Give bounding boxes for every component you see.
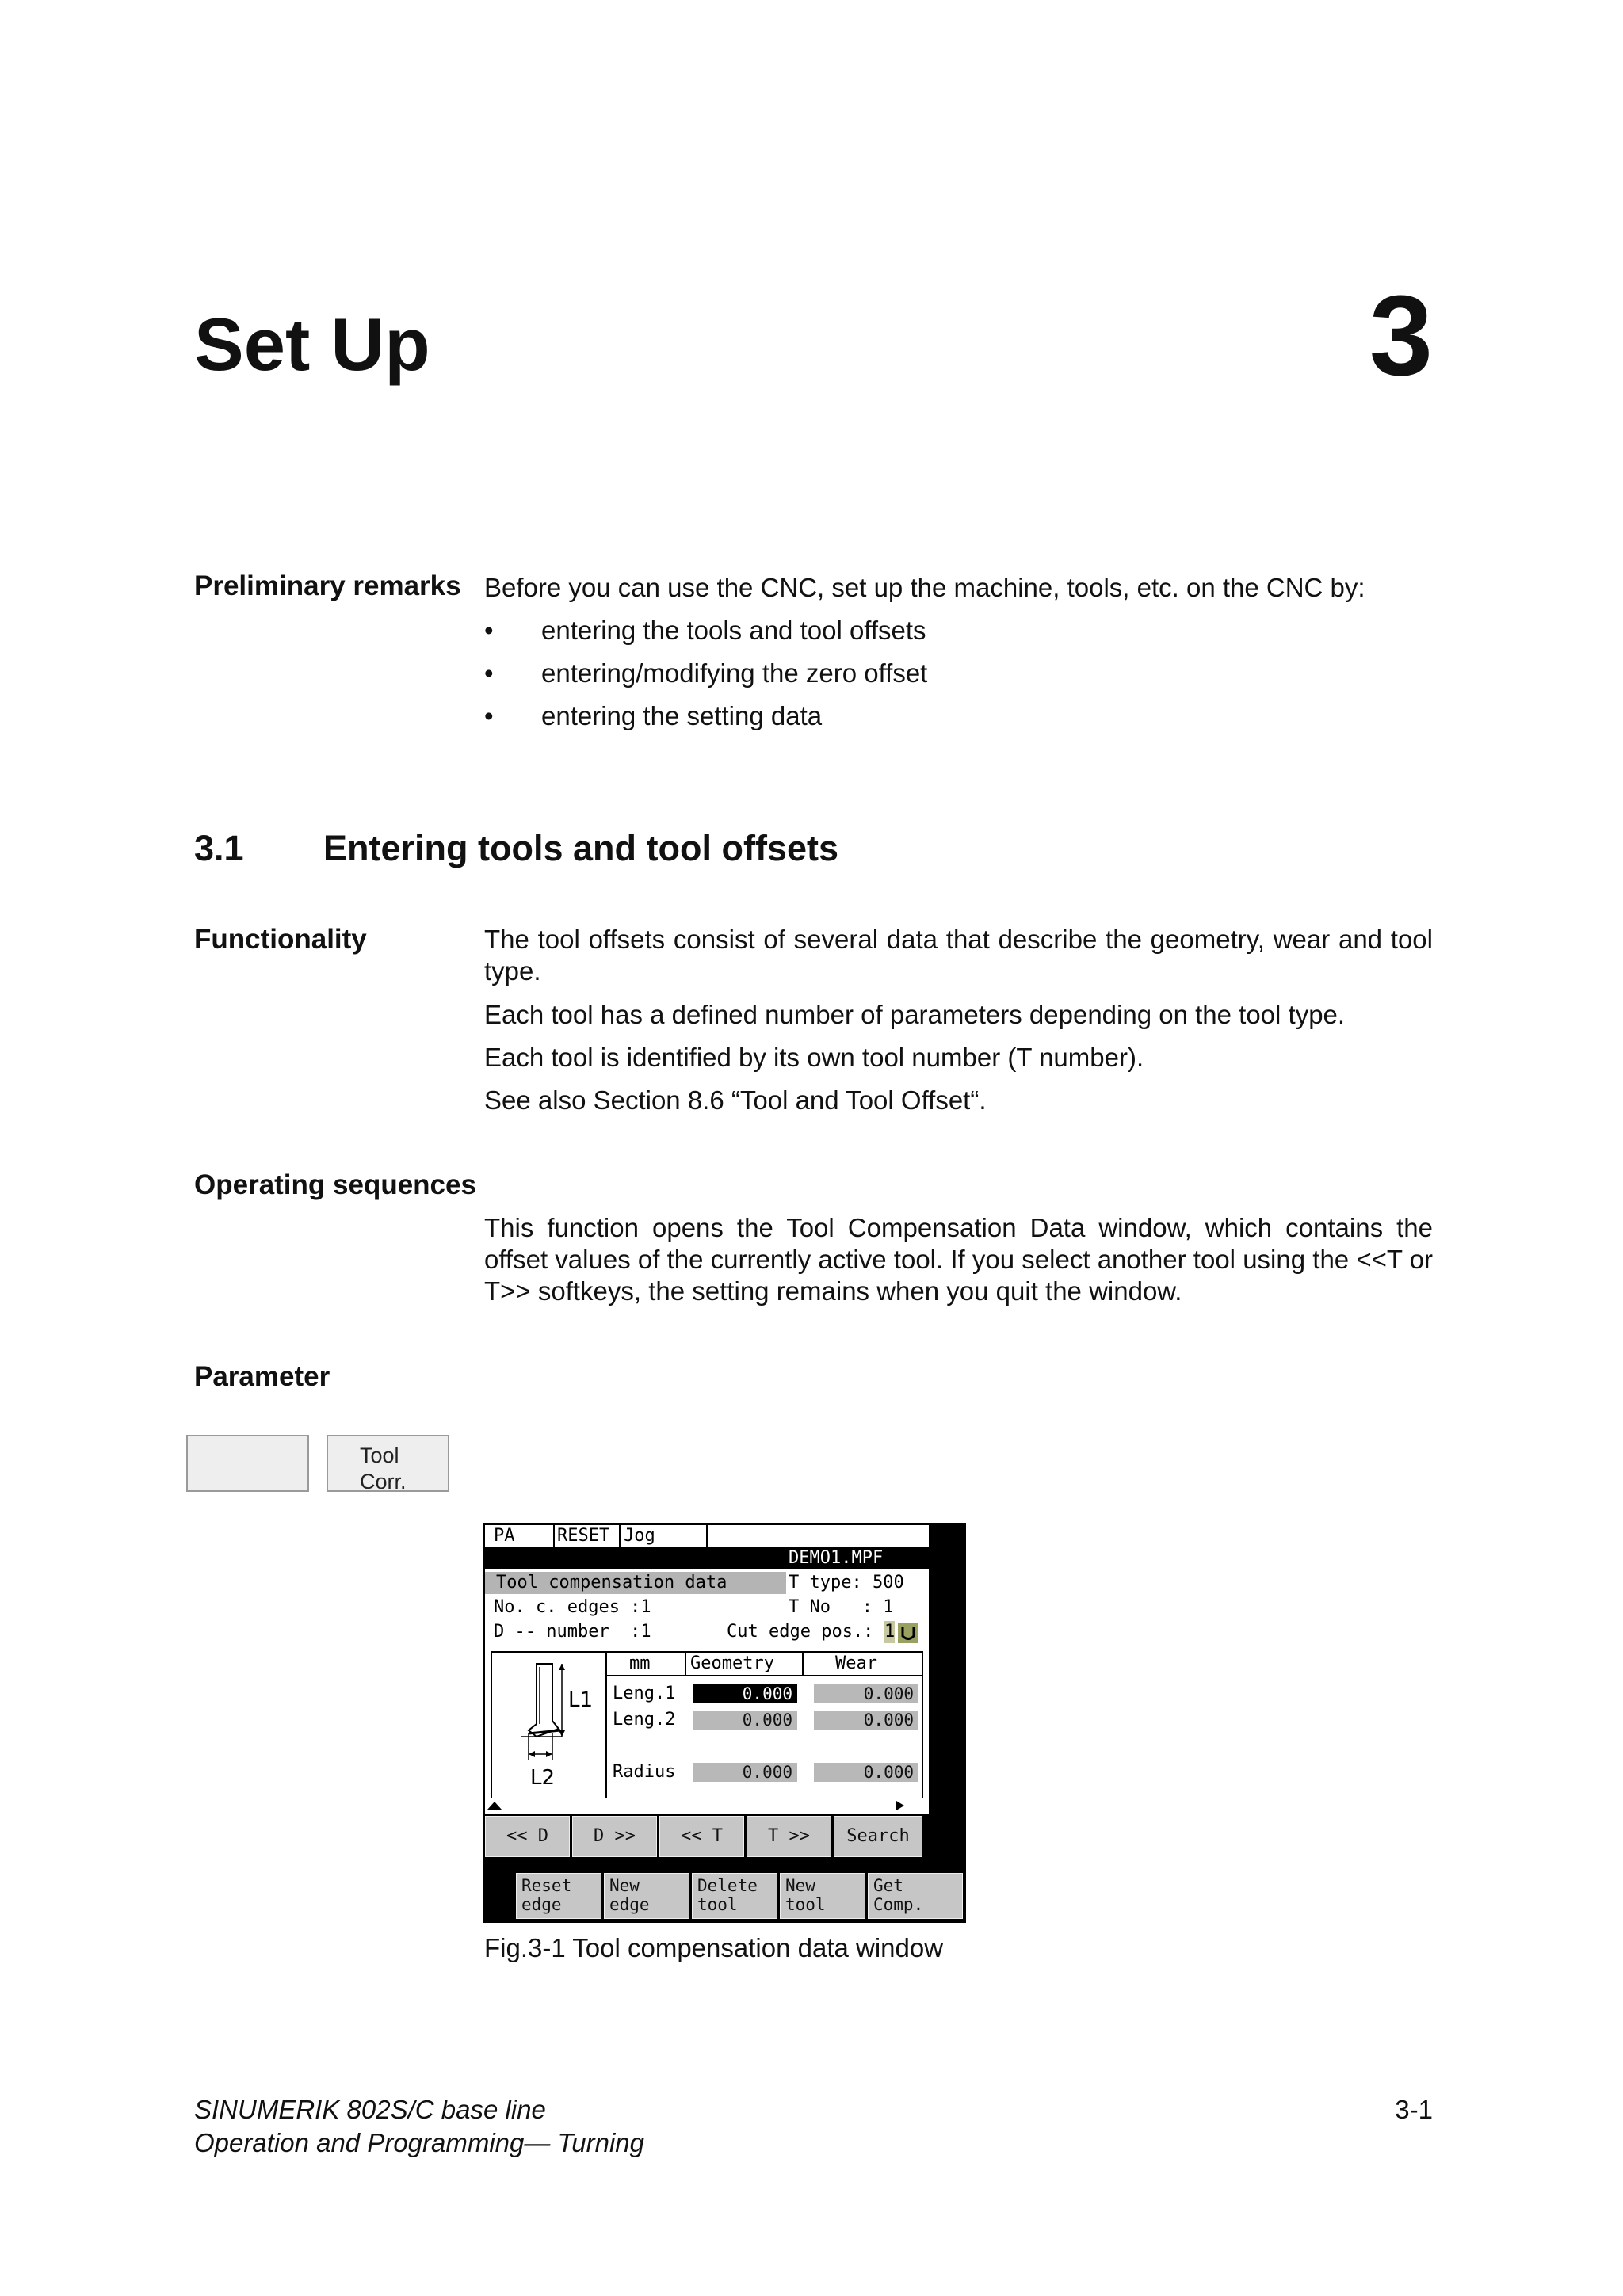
d-number: D -- number :1 [494,1622,651,1642]
row-label-leng1: Leng.1 [613,1684,676,1703]
row-label-leng2: Leng.2 [613,1710,676,1730]
bullet-dot: • [484,658,494,688]
functionality-paragraph: Each tool has a defined number of parameters depending on the tool type. [484,1000,1346,1029]
status-jog: Jog [624,1526,655,1546]
divider [553,1525,555,1547]
softkey-prev-t[interactable]: << T [659,1816,744,1857]
status-mode: PA [494,1526,515,1546]
preliminary-intro: Before you can use the CNC, set up the machine, tools, etc. on the CNC by: [484,573,1365,602]
window-title: Tool compensation data [485,1572,786,1594]
arrow-right-icon[interactable] [895,1800,906,1811]
softkey-get-comp[interactable]: Get Comp. [868,1873,963,1919]
functionality-paragraph: See also Section 8.6 “Tool and Tool Offset“. [484,1085,987,1115]
diagram-label-l1: L1 [568,1688,594,1712]
cut-edge-value[interactable]: 1 [884,1622,896,1642]
column-wear: Wear [835,1653,877,1673]
functionality-paragraph: The tool offsets consist of several data that describe the geometry, wear and tool type. [484,925,1433,986]
bullet-item: • entering the setting data [484,701,823,730]
row-label-radius: Radius [613,1762,676,1782]
column-mm: mm [629,1653,651,1673]
cutting-edges: No. c. edges :1 [494,1597,651,1617]
functionality-paragraph: Each tool is identified by its own tool number (T number). [484,1043,1144,1072]
tool-corr-softkey[interactable]: Tool Corr. [327,1435,449,1492]
bullet-item: • entering/modifying the zero offset [484,658,928,688]
radius-geometry-field[interactable]: 0.000 [693,1763,797,1782]
softkey-next-d[interactable]: D >> [572,1816,657,1857]
softkey-next-t[interactable]: T >> [747,1816,831,1857]
preliminary-label: Preliminary remarks [194,570,461,601]
tool-diagram-icon [497,1657,601,1805]
leng1-geometry-field[interactable]: 0.000 [693,1684,797,1703]
leng2-geometry-field[interactable]: 0.000 [693,1711,797,1730]
softkey-delete-tool[interactable]: Delete tool [692,1873,777,1919]
softkey-new-tool[interactable]: New tool [780,1873,865,1919]
leng2-wear-field[interactable]: 0.000 [814,1711,918,1730]
divider [802,1651,804,1676]
figure-caption: Fig.3-1 Tool compensation data window [484,1933,944,1962]
bullet-dot: • [484,616,494,645]
softkey-reset-edge[interactable]: Reset edge [516,1873,601,1919]
chapter-title: Set Up [194,303,430,386]
column-geometry: Geometry [690,1653,774,1673]
section-title: Entering tools and tool offsets [323,828,838,868]
section-number: 3.1 [194,828,244,868]
divider [685,1651,686,1676]
softkey-new-edge[interactable]: New edge [604,1873,689,1919]
footer-manual: Operation and Programming— Turning [194,2128,644,2157]
softkey-search[interactable]: Search [834,1816,922,1857]
divider [619,1525,621,1547]
operating-paragraph: This function opens the Tool Compensation Data window, which contains the offset values of the currently active tool. If you select another tool using the <<T or T>> softkeys, the setting remains when you quit the window. [484,1213,1433,1306]
program-name: DEMO1.MPF [789,1548,884,1568]
cutting-edge-position-icon [898,1623,918,1643]
divider [605,1675,923,1676]
parameter-label: Parameter [194,1361,330,1392]
operating-label: Operating sequences [194,1169,476,1200]
blank-softkey[interactable] [186,1435,309,1492]
divider [706,1525,708,1547]
functionality-label: Functionality [194,924,367,955]
status-reset: RESET [557,1526,610,1546]
cut-edge-label: Cut edge pos.: [727,1622,874,1642]
radius-wear-field[interactable]: 0.000 [814,1763,918,1782]
chapter-number: 3 [1369,272,1433,399]
diagram-label-l2: L2 [530,1766,556,1790]
leng1-wear-field[interactable]: 0.000 [814,1684,918,1703]
tool-type: T type: 500 [789,1573,904,1592]
scroll-bar [485,1798,929,1813]
page-number: 3-1 [1395,2095,1433,2124]
tool-compensation-screen [483,1523,966,1923]
arrow-up-icon[interactable] [487,1800,502,1811]
bullet-dot: • [484,701,494,730]
softkey-prev-d[interactable]: << D [485,1816,570,1857]
tool-number: T No : 1 [789,1597,894,1617]
footer-product: SINUMERIK 802S/C base line [194,2095,546,2124]
bullet-item: • entering the tools and tool offsets [484,616,926,645]
